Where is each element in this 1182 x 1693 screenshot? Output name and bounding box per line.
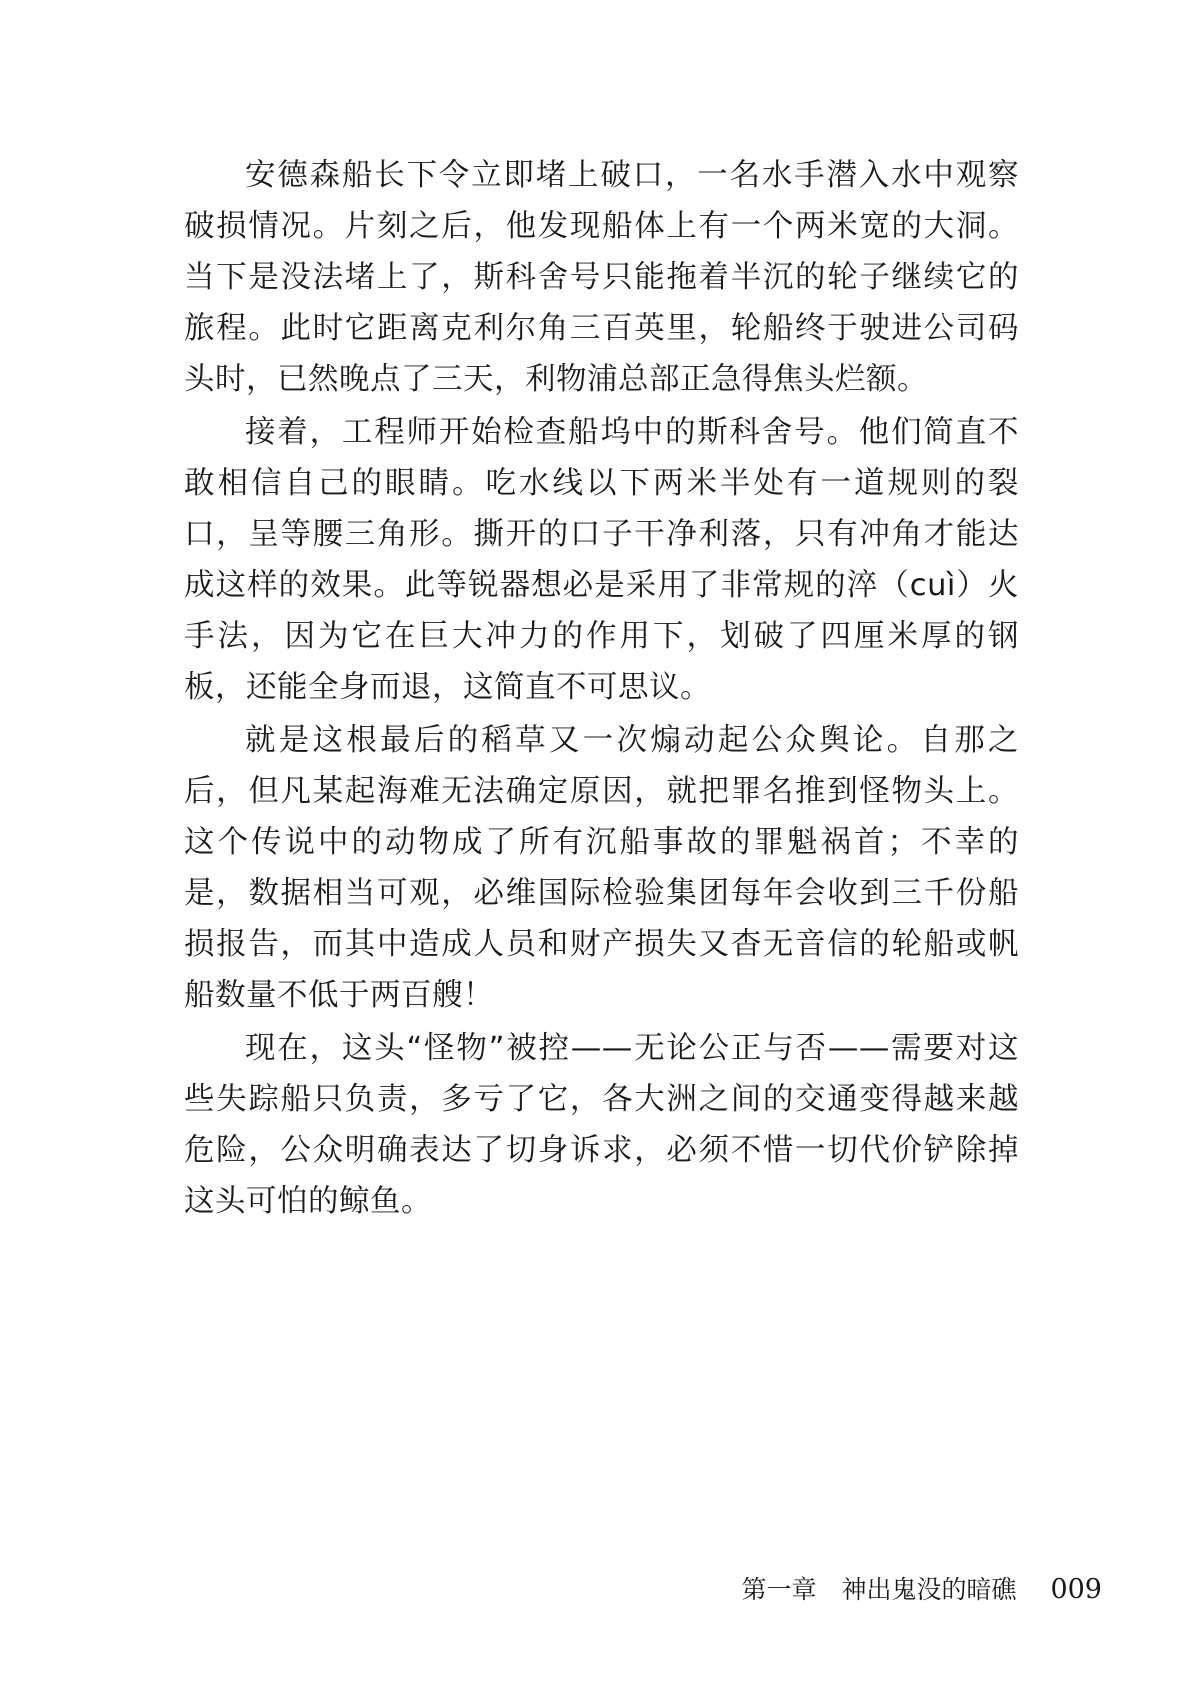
page-footer: [0, 1575, 1102, 1605]
chapter-title: 第一章 神出鬼没的暗礁: [741, 1575, 1017, 1604]
paragraph-3: 就是这根最后的稻草又一次煽动起公众舆论。自那之后，但凡某起海难无法确定原因，就把罪名推到怪物头上。这个传说中的动物成了所有沉船事故的罪魁祸首；不幸的是，数据相当可观，必维国际检验集团每年会收到三千份船损报告，而其中造成人员和财产损失又杳无音信的轮船或帆船数量不低于两百艘！: [184, 723, 1019, 1013]
paragraph-4: 现在，这头“怪物”被控——无论公正与否——需要对这些失踪船只负责，多亏了它，各大洲之间的交通变得越来越危险，公众明确表达了切身诉求，必须不惜一切代价铲除掉这头可怕的鲸鱼。: [184, 1031, 1019, 1219]
page-number: 009: [1050, 1574, 1102, 1605]
body-text: [184, 150, 1019, 1229]
paragraph-1: 安德森船长下令立即堵上破口，一名水手潜入水中观察破损情况。片刻之后，他发现船体上有一个两米宽的大洞。当下是没法堵上了，斯科舍号只能拖着半沉的轮子继续它的旅程。此时它距离克利尔角三百英里，轮船终于驶进公司码头时，已然晚点了三天，利物浦总部正急得焦头烂额。: [184, 158, 1019, 397]
paragraph-2: 接着，工程师开始检查船坞中的斯科舍号。他们简直不敢相信自己的眼睛。吃水线以下两米半处有一道规则的裂口，呈等腰三角形。撕开的口子干净利落，只有冲角才能达成这样的效果。此等锐器想必是采用了非常规的淬（cuì）火手法，因为它在巨大冲力的作用下，划破了四厘米厚的钢板，还能全身而退，这简直不可思议。: [184, 415, 1019, 705]
